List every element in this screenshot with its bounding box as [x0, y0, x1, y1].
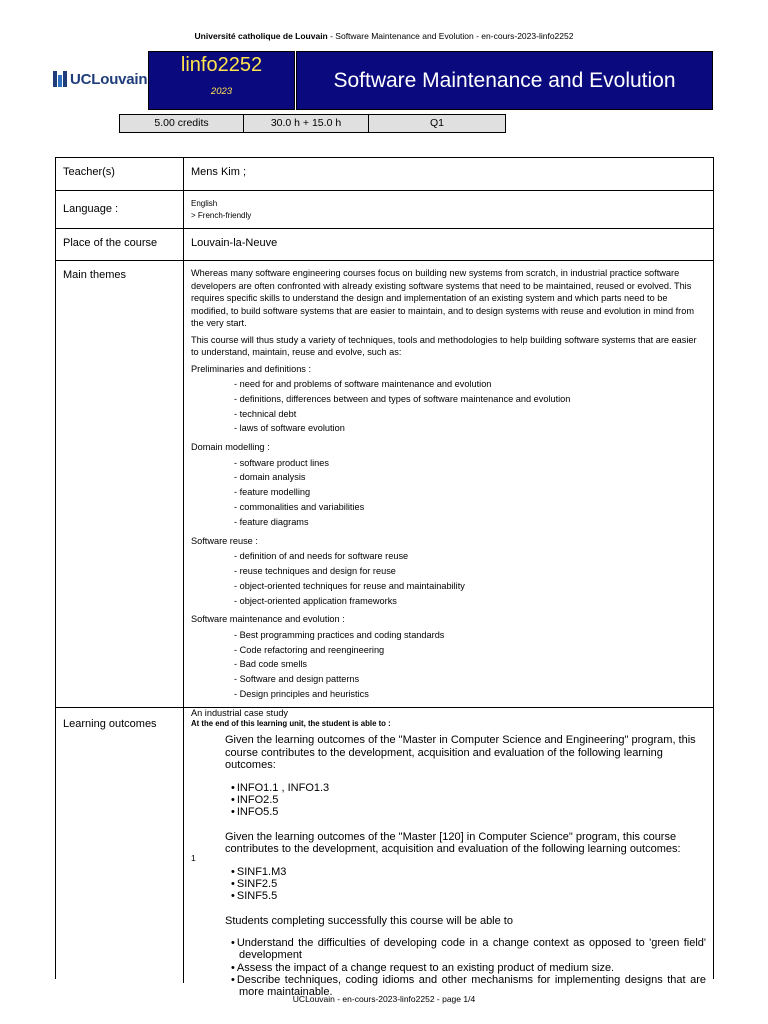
course-title-box — [296, 51, 713, 110]
outcomes-intro: At the end of this learning unit, the student is able to : — [191, 719, 391, 728]
place-row — [56, 229, 713, 261]
section-list — [234, 549, 706, 608]
themes-content — [184, 261, 713, 718]
list-item: • SINF1.M3 — [231, 866, 706, 878]
list-item: - object-oriented application frameworks — [234, 595, 397, 606]
teacher-row — [56, 158, 713, 191]
credits-bar — [119, 114, 506, 133]
course-year: 2023 — [210, 86, 233, 97]
list-item: • Assess the impact of a change request to an existing product of medium size. — [231, 962, 706, 974]
section-list — [234, 456, 706, 530]
language-value: English — [191, 199, 218, 208]
list-item: - object-oriented techniques for reuse and maintainability — [234, 580, 465, 591]
section-list — [234, 377, 706, 436]
institution-name: Université catholique de Louvain — [194, 31, 328, 41]
list-item: • INFO1.1 , INFO1.3 — [231, 782, 706, 794]
place-value: Louvain-la-Neuve — [191, 237, 278, 249]
list-item: • SINF5.5 — [231, 890, 706, 902]
list-item: • Understand the difficulties of developing code in a change context as opposed to 'green field' development — [231, 937, 706, 962]
section-heading: Software reuse : — [191, 535, 258, 546]
list-item: • INFO2.5 — [231, 794, 706, 806]
list-item: • INFO5.5 — [231, 806, 706, 818]
section-heading: Preliminaries and definitions : — [191, 363, 312, 374]
language-label: Language : — [56, 191, 184, 228]
logo-text: UCLouvain — [70, 70, 148, 88]
teacher-value: Mens Kim ; — [191, 166, 247, 178]
outcomes-para-3: Students completing successfully this course will be able to — [225, 914, 513, 927]
themes-intro-2: This course will thus study a variety of techniques, tools and methodologies to help building software systems that are easier to understand, maintain, reuse and evolve, such as: — [191, 334, 697, 357]
language-cell — [184, 191, 713, 228]
course-code: linfo2252 — [180, 54, 263, 76]
section-list — [234, 628, 706, 702]
quadrimester-value: Q1 — [429, 117, 444, 129]
outcome-number: 1 — [191, 853, 196, 863]
list-item: - Code refactoring and reengineering — [234, 644, 385, 655]
language-note: > French-friendly — [191, 211, 252, 220]
course-code-box — [148, 51, 295, 110]
outcomes-para-1: Given the learning outcomes of the "Master in Computer Science and Engineering" program, this course contributes to the development, acquisition and evaluation of the following learning outcomes: — [225, 734, 696, 771]
list-item: - need for and problems of software maintenance and evolution — [234, 379, 492, 389]
language-row — [56, 191, 713, 229]
list-item: - definitions, differences between and types of software maintenance and evolution — [234, 393, 571, 404]
themes-row — [56, 261, 713, 718]
list-item: - domain analysis — [234, 472, 306, 483]
list-item: - feature modelling — [234, 487, 311, 498]
list-item: • Describe techniques, coding idioms and other mechanisms for implementing designs that are more maintainable. — [231, 974, 706, 999]
outcomes-label: Learning outcomes — [56, 708, 184, 983]
list-item: - definition of and needs for software reuse — [234, 551, 409, 562]
list-item: • SINF2.5 — [231, 878, 706, 890]
course-title: Software Maintenance and Evolution — [333, 68, 676, 92]
outcomes-list-2 — [231, 866, 706, 902]
list-item: - Bad code smells — [234, 659, 308, 670]
teacher-label: Teacher(s) — [56, 158, 184, 190]
section-heading: Software maintenance and evolution : — [191, 614, 345, 625]
credits-value: 5.00 credits — [120, 115, 244, 132]
list-item: - technical debt — [234, 408, 297, 419]
themes-intro-1: Whereas many software engineering courses focus on building new systems from scratch, in industrial practice software developers are often confronted with already existing software systems that need to be maintained, reused or evolved. This requires specific skills to understand the design and implementation of an existing system and which parts need to be modified, to build software systems that are easier to maintain, and to design systems with reuse and evolution in mind from the very start. — [191, 268, 695, 328]
list-item: - feature diagrams — [234, 516, 309, 527]
themes-label: Main themes — [56, 261, 184, 707]
hours-value: 30.0 h + 15.0 h — [244, 115, 369, 132]
uclouvain-logo — [53, 66, 147, 92]
list-item: - laws of software evolution — [234, 423, 345, 434]
list-item: - Design principles and heuristics — [234, 689, 369, 700]
themes-closing: An industrial case study — [191, 707, 289, 718]
uclouvain-logo-icon — [53, 71, 67, 87]
section-heading: Domain modelling : — [191, 442, 270, 453]
place-label: Place of the course — [56, 229, 184, 260]
page-footer: UCLouvain - en-cours-2023-linfo2252 - page 1/4 — [292, 994, 476, 1004]
header-subtitle: - Software Maintenance and Evolution - en-cours-2023-linfo2252 — [327, 31, 574, 41]
list-item: - software product lines — [234, 457, 329, 468]
page-header — [0, 31, 768, 41]
outcomes-para-2: Given the learning outcomes of the "Master [120] in Computer Science" program, this course contributes to the development, acquisition and evaluation of the following learning outcomes: — [225, 830, 681, 855]
outcomes-list-3 — [231, 937, 706, 998]
list-item: - Software and design patterns — [234, 674, 360, 685]
list-item: - reuse techniques and design for reuse — [234, 565, 396, 576]
list-item: - commonalities and variabilities — [234, 502, 365, 513]
list-item: - Best programming practices and coding standards — [234, 629, 445, 640]
outcomes-body — [225, 734, 706, 998]
outcomes-list-1 — [231, 782, 706, 818]
